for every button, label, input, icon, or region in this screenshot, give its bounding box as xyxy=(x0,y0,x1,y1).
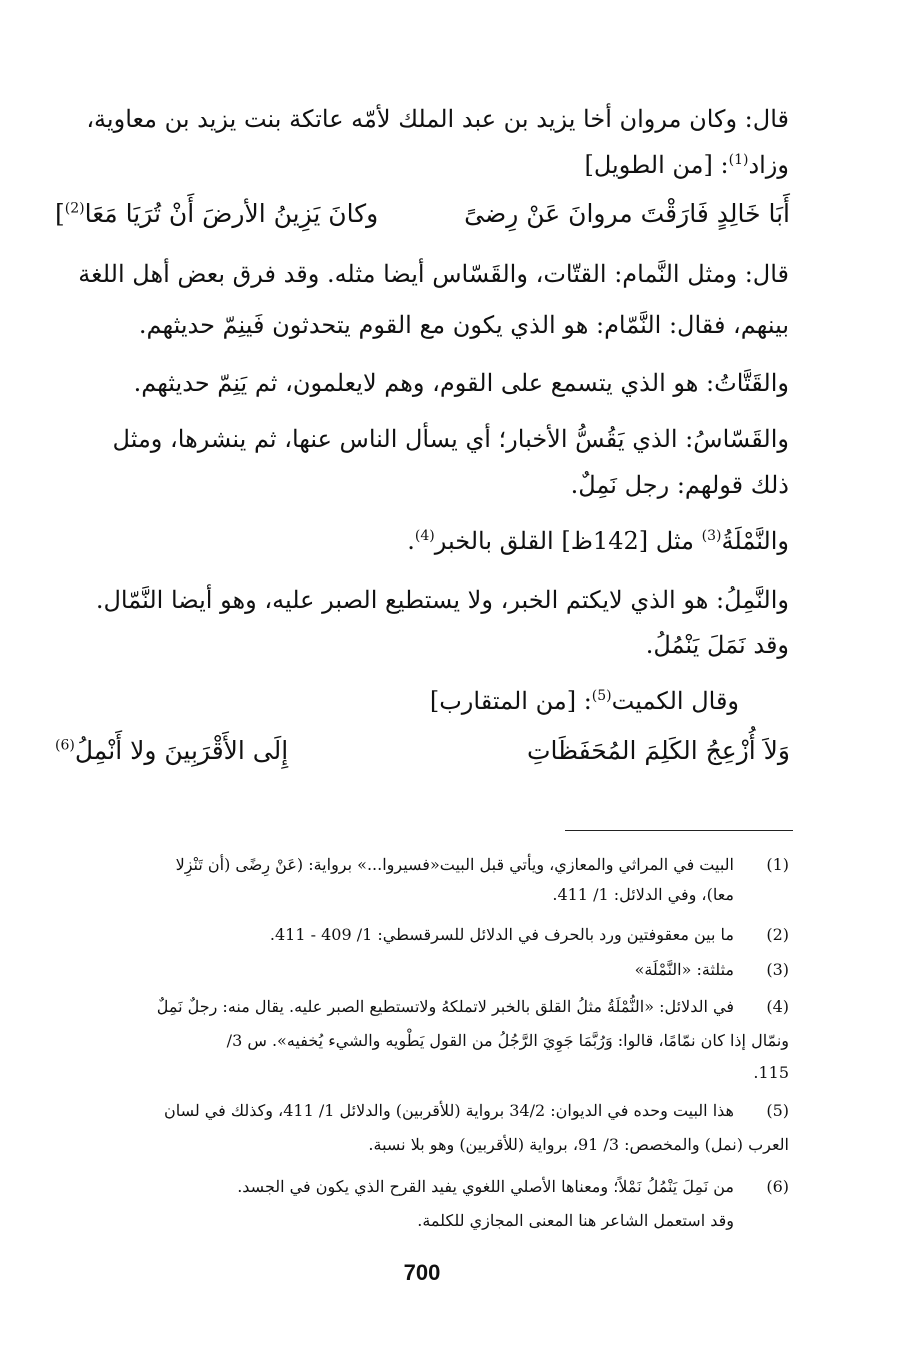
page-number: 700 xyxy=(403,1260,441,1285)
footnote-number: (2) xyxy=(766,925,789,944)
footnote-2 xyxy=(49,920,789,950)
verse-2-hemistich-right: وَلاَ أُزْعِجُ الكَلِمَ المُحَفَظَاتِ xyxy=(527,736,790,765)
footnote-text-line-2: معا)، وفي الدلائل: 1/ 411. xyxy=(552,885,734,904)
paragraph-3-line-1: والقَتَّاتُ: هو الذي يتسمع على القوم، وهم لايعلمون، ثم يَنِمّ حديثهم. xyxy=(133,369,789,397)
footnote-ref-4: (4) xyxy=(414,528,435,544)
verse-1-hemistich-right: أَبَا خَالِدٍ فَارَقْتَ مروانَ عَنْ رِضىً xyxy=(464,199,790,228)
paragraph-2-line-1: قال: ومثل النَّمام: القتّات، والقَسّاس أيضا مثله. وقد فرق بعض أهل اللغة xyxy=(78,260,789,288)
footnote-1 xyxy=(49,850,789,910)
footnote-4 xyxy=(49,992,789,1088)
paragraph-6-line-1: والنَّمِلُ: هو الذي لايكتم الخبر، ولا يستطيع الصبر عليه، وهو أيضا النَّمّال. xyxy=(95,586,789,614)
footnote-text-line-2: وقد استعمل الشاعر هنا المعنى المجازي للكلمة. xyxy=(417,1211,734,1230)
footnote-3 xyxy=(49,955,789,985)
footnote-text-line-1: مثلثة: «النَّمْلَة» xyxy=(634,960,734,979)
text: وزاد xyxy=(748,151,789,179)
paragraph-1-line-2 xyxy=(584,150,789,180)
footnote-5 xyxy=(49,1096,789,1160)
paragraph-6-line-2: وقد نَمَلَ يَنْمُلُ. xyxy=(645,631,789,659)
footnote-text-line-2: ونمّال إذا كان نمّامًا، قالوا: وَرُبَّمَا جَوِيَ الرَّجُلُ من القول يَطْويه والشيء يُخفيه». س 3/ xyxy=(226,1031,789,1050)
text: مثل [142ظ] القلق بالخبر xyxy=(434,527,702,555)
footnote-ref-2: (2) xyxy=(64,200,85,217)
verse-1-left-text: وكانَ يَزِينُ الأرضَ أَنْ تُرَيَا مَعَا xyxy=(84,199,379,228)
paragraph-4-line-2: ذلك قولهم: رجل نَمِلٌ. xyxy=(570,471,789,499)
text: وقال الكميت xyxy=(611,687,739,715)
footnote-ref-3: (3) xyxy=(701,528,722,544)
meter-label: : [من المتقارب] xyxy=(429,687,592,715)
paragraph-4-line-1: والقَسّاسُ: الذي يَقُسُّ الأخبار؛ أي يسأل الناس عنها، ثم ينشرها، ومثل xyxy=(112,425,789,453)
period: . xyxy=(407,527,415,555)
footnote-ref-6: (6) xyxy=(55,737,75,754)
footnote-text-line-1: من نَمِلَ يَنْمُلُ نَمْلاً؛ ومعناها الأصلي اللغوي يفيد القرح الذي يكون في الجسد. xyxy=(237,1177,734,1196)
footnote-text-line-3: 115. xyxy=(753,1063,789,1082)
paragraph-2-line-2: بينهم، فقال: النَّمّام: هو الذي يكون مع القوم يتحدثون فَينِمّ حديثهم. xyxy=(138,311,789,339)
footnote-number: (1) xyxy=(766,855,789,874)
footnote-separator xyxy=(565,830,793,831)
verse-1 xyxy=(55,198,790,232)
verse-2-hemistich-left xyxy=(55,735,288,767)
closing-bracket: ] xyxy=(55,199,65,228)
footnote-text-line-1: هذا البيت وحده في الديوان: 34/2 برواية (للأقربين) والدلائل 1/ 411، وكذلك في لسان xyxy=(163,1101,734,1120)
verse-2 xyxy=(55,735,790,769)
footnote-text-line-2: العرب (نمل) والمخصص: 3/ 91، برواية (للأقربين) وهو بلا نسبة. xyxy=(368,1135,789,1154)
footnote-number: (3) xyxy=(766,960,789,979)
footnote-number: (6) xyxy=(766,1177,789,1196)
footnote-ref-1: (1) xyxy=(728,152,749,168)
footnote-number: (5) xyxy=(766,1101,789,1120)
footnote-number: (4) xyxy=(766,997,789,1016)
meter-label: : [من الطويل] xyxy=(584,151,729,179)
footnote-6 xyxy=(49,1172,789,1236)
paragraph-5-line-1 xyxy=(407,526,789,556)
footnote-text-line-1: البيت في المراثي والمعازي، ويأتي قبل البيت«فسيروا...» برواية: (عَنْ رِضًى (أن تَنْزِلا xyxy=(175,855,734,874)
verse-2-left-text: إِلَى الأَقْرَبِينَ ولا أَنْمِلُ xyxy=(74,736,289,765)
footnote-ref-5: (5) xyxy=(591,688,612,704)
paragraph-1-line-1: قال: وكان مروان أخا يزيد بن عبد الملك لأمّه عاتكة بنت يزيد بن معاوية، xyxy=(86,105,789,133)
footnote-text-line-1: في الدلائل: «النُّمْلَةُ مثلُ القلق بالخبر لاتملكهُ ولاتستطيع الصبر عليه. يقال منه: رجلٌ نَمِلٌ xyxy=(156,997,734,1016)
term: والنَّمْلَةُ xyxy=(721,527,789,555)
footnote-text-line-1: ما بين معقوفتين ورد بالحرف في الدلائل للسرقسطي: 1/ 409 - 411. xyxy=(269,925,734,944)
verse-1-hemistich-left xyxy=(55,198,378,230)
paragraph-7-line-1 xyxy=(430,686,739,716)
